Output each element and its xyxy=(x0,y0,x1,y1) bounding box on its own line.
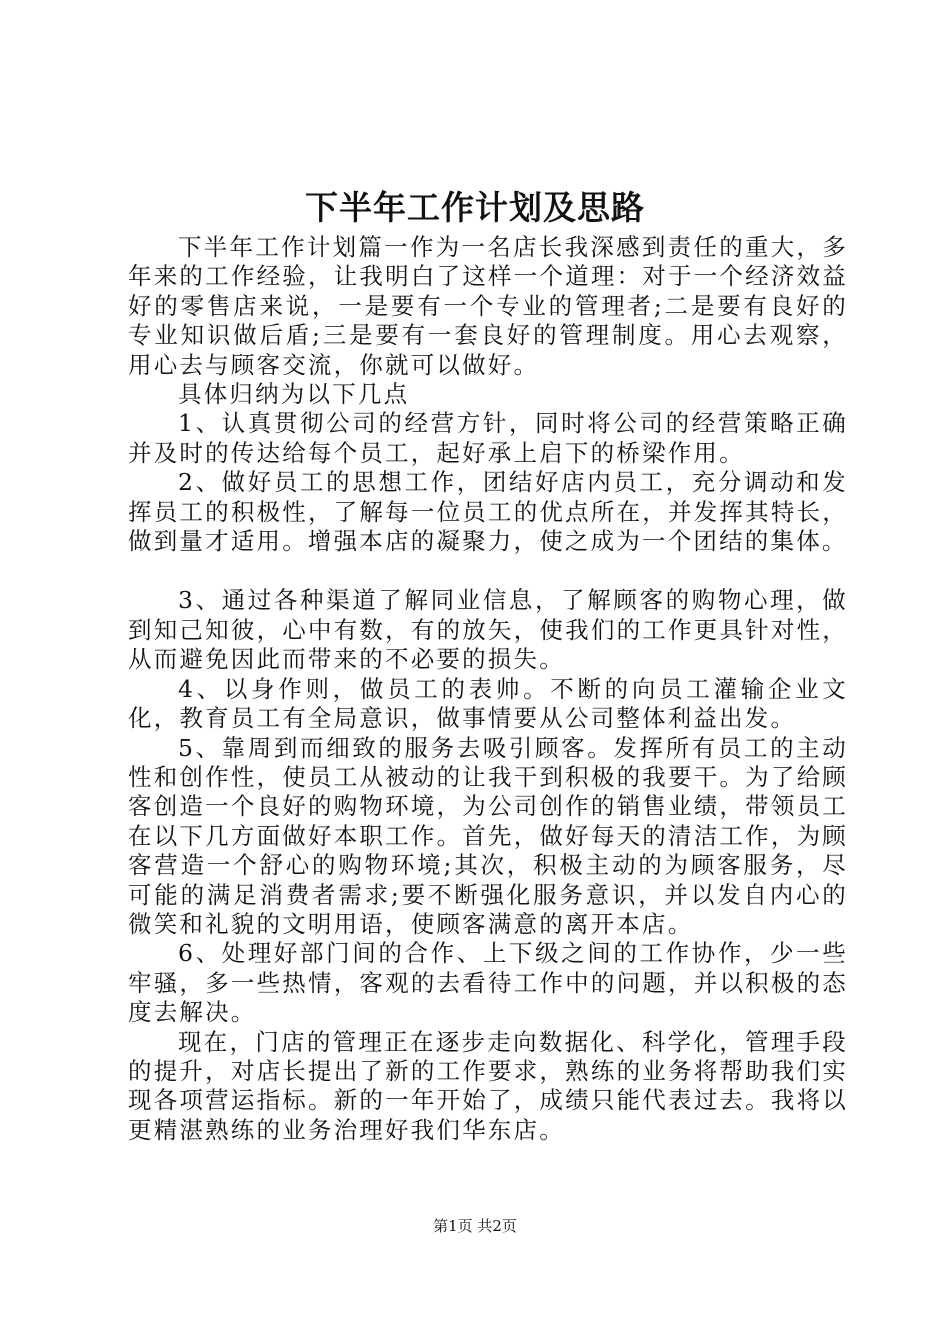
paragraph-point-6: 6、处理好部门间的合作、上下级之间的工作协作，少一些牢骚，多一些热情，客观的去看待工作中的问题，并以积极的态度去解决。 xyxy=(128,939,848,1027)
page-title: 下半年工作计划及思路 xyxy=(305,188,645,227)
document-body xyxy=(128,233,848,1145)
page-number-footer: 第1页 共2页 xyxy=(433,1217,517,1235)
paragraph-point-5: 5、靠周到而细致的服务去吸引顾客。发挥所有员工的主动性和创作性，使员工从被动的让我干到积极的我要干。为了给顾客创造一个良好的购物环境，为公司创作的销售业绩，带领员工在以下几方面做好本职工作。首先，做好每天的清洁工作，为顾客营造一个舒心的购物环境;其次，积极主动的为顾客服务，尽可能的满足消费者需求;要不断强化服务意识，并以发自内心的微笑和礼貌的文明用语，使顾客满意的离开本店。 xyxy=(128,733,848,938)
paragraph-conclusion: 现在，门店的管理正在逐步走向数据化、科学化，管理手段的提升，对店长提出了新的工作要求，熟练的业务将帮助我们实现各项营运指标。新的一年开始了，成绩只能代表过去。我将以更精湛熟练的业务治理好我们华东店。 xyxy=(128,1027,848,1144)
paragraph-point-4: 4、以身作则，做员工的表帅。不断的向员工灌输企业文化，教育员工有全局意识，做事情要从公司整体利益出发。 xyxy=(128,674,848,733)
paragraph-point-2: 2、做好员工的思想工作，团结好店内员工，充分调动和发挥员工的积极性，了解每一位员工的优点所在，并发挥其特长，做到量才适用。增强本店的凝聚力，使之成为一个团结的集体。 xyxy=(128,468,848,556)
paragraph-spacer xyxy=(128,556,848,586)
paragraph-summary-heading: 具体归纳为以下几点 xyxy=(178,380,410,409)
paragraph-intro: 下半年工作计划篇一作为一名店长我深感到责任的重大，多年来的工作经验，让我明白了这样一个道理：对于一个经济效益好的零售店来说，一是要有一个专业的管理者;二是要有良好的专业知识做后盾;三是要有一套良好的管理制度。用心去观察，用心去与顾客交流，你就可以做好。 xyxy=(128,233,848,379)
paragraph-point-3: 3、通过各种渠道了解同业信息，了解顾客的购物心理，做到知己知彼，心中有数，有的放矢，使我们的工作更具针对性，从而避免因此而带来的不必要的损失。 xyxy=(128,586,848,674)
paragraph-point-1: 1、认真贯彻公司的经营方针，同时将公司的经营策略正确并及时的传达给每个员工，起好承上启下的桥梁作用。 xyxy=(128,409,848,467)
